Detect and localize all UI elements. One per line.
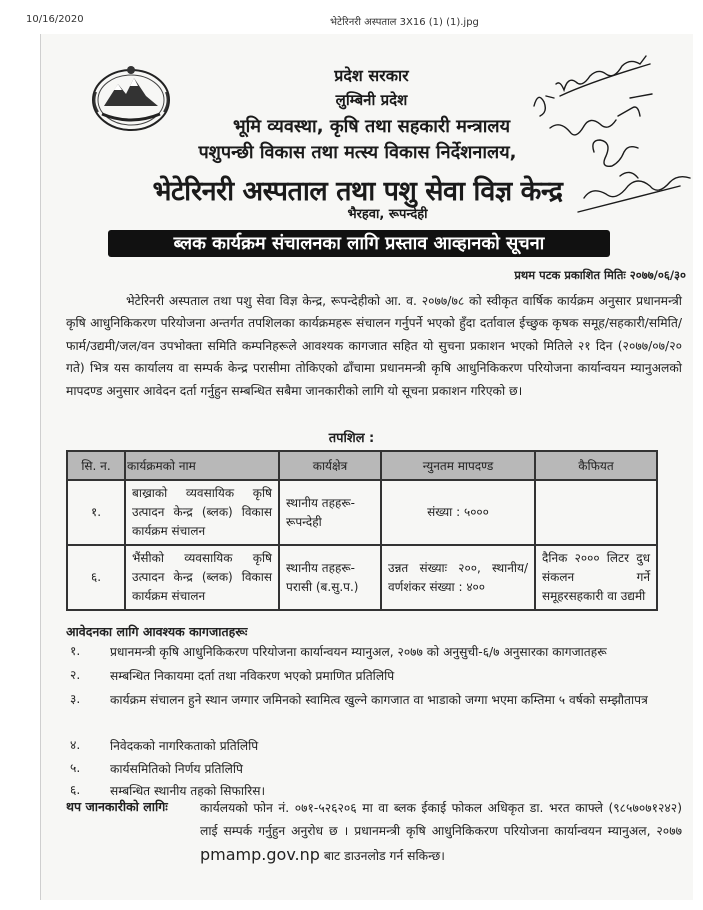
list-item-text: कार्यक्रम संचालन हुने स्थान जग्गार जमिनको स्वामित्व खुल्ने कागजात वा भाडाको जग्गा भएमा कम्तिमा ५ वर्षको सम्झौतापत्र xyxy=(110,693,648,707)
col-header-standard: न्युनतम मापदण्ड xyxy=(381,451,535,480)
published-date: प्रथम पटक प्रकाशित मितिः २०७७/०६/३० xyxy=(514,268,686,282)
header-office-title: भेटेरिनरी अस्पताल तथा पशु सेवा विज्ञ केन्द्र xyxy=(152,176,563,207)
scan-header-bar xyxy=(0,0,703,30)
cell-sn: १. xyxy=(67,480,125,545)
list-item-number: १. xyxy=(70,644,81,658)
col-header-remarks: कैफियत xyxy=(535,451,657,480)
cell-standard: संख्या : ५००० xyxy=(381,480,535,545)
cell-remarks: दैनिक २००० लिटर दुध संकलन गर्ने समूहरसहकारी वा उद्यमी xyxy=(535,545,657,610)
list-item-text: सम्बन्धित निकायमा दर्ता तथा नविकरण भएको प्रमाणित प्रतिलिपि xyxy=(110,669,395,683)
handwritten-signature xyxy=(520,36,700,236)
col-header-program: कार्यक्रमको नाम xyxy=(125,451,279,480)
header-directorate: पशुपन्छी विकास तथा मत्स्य विकास निर्देशनालय, xyxy=(198,142,517,163)
cell-area: स्थानीय तहहरू- रूपन्देही xyxy=(279,480,381,545)
cell-area: स्थानीय तहहरू- परासी (ब.सु.प.) xyxy=(279,545,381,610)
list-item-text: सम्बन्धित स्थानीय तहको सिफारिस। xyxy=(110,784,266,798)
list-item-text: कार्यसमितिको निर्णय प्रतिलिपि xyxy=(110,762,243,776)
table-row xyxy=(67,480,657,545)
cell-sn: ६. xyxy=(67,545,125,610)
cell-program: बाख्राको व्यवसायिक कृषि उत्पादन केन्द्र (ब्लक) विकास कार्यक्रम संचालन xyxy=(125,480,279,545)
more-info-text xyxy=(200,797,682,868)
table-header-row xyxy=(67,451,657,480)
list-item-number: ३. xyxy=(70,692,81,706)
header-ministry: भूमि व्यवस्था, कृषि तथा सहकारी मन्त्रालय xyxy=(232,116,511,137)
more-info-tail: बाट डाउनलोड गर्न सकिन्छ। xyxy=(319,849,445,863)
website-link[interactable]: pmamp.gov.np xyxy=(200,845,320,864)
table-row xyxy=(67,545,657,610)
list-item-number: ६. xyxy=(70,783,81,797)
header-province-name: लुम्बिनी प्रदेश xyxy=(335,91,408,109)
cell-remarks xyxy=(535,480,657,545)
schedule-table xyxy=(66,450,658,611)
header-location: भैरहवा, रूपन्देही xyxy=(347,207,428,222)
header-province-govt: प्रदेश सरकार xyxy=(334,66,409,85)
more-info-body: कार्यलयको फोन नं. ०७१-५२६२०६ मा वा ब्लक ईकाई फोकल अधिकृत डा. भरत काफ्ले (९८५७०७१२४२) लाई सम्पर्क गर्नुहुन अनुरोध छ । प्रधानमन्त्री कृषि आधुनिकिकरण परियोजना कार्यान्वयन म्यानुअल, २०७७ xyxy=(200,801,682,838)
list-item-number: ५. xyxy=(70,761,81,775)
col-header-area: कार्यक्षेत्र xyxy=(279,451,381,480)
list-item-text: प्रधानमन्त्री कृषि आधुनिकिकरण परियोजना कार्यान्वयन म्यानुअल, २०७७ को अनुसुची-६/७ अनुसारका कागजातहरू xyxy=(110,645,607,659)
list-item-number: २. xyxy=(70,668,81,682)
notice-title-banner: ब्लक कार्यक्रम संचालनका लागि प्रस्ताव आव्हानको सूचना xyxy=(108,230,610,257)
documents-title: आवेदनका लागि आवश्यक कागजातहरूः xyxy=(66,624,248,639)
list-item-text: निवेदकको नागरिकताको प्रतिलिपि xyxy=(110,739,259,753)
scan-date: 10/16/2020 xyxy=(26,14,84,25)
cell-program: भैंसीको व्यवसायिक कृषि उत्पादन केन्द्र (ब्लक) विकास कार्यक्रम संचालन xyxy=(125,545,279,610)
schedule-title: तपशिल : xyxy=(328,431,375,446)
more-info-label: थप जानकारीको लागिः xyxy=(66,799,168,814)
col-header-sn: सि. न. xyxy=(67,451,125,480)
scan-filename: भेटेरिनरी अस्पताल 3X16 (1) (1).jpg xyxy=(330,17,479,28)
cell-standard: उन्नत संख्याः २००, स्थानीय/वर्णशंकर संख्या : ४०० xyxy=(381,545,535,610)
list-item-number: ४. xyxy=(70,738,81,752)
intro-paragraph: भेटेरिनरी अस्पताल तथा पशु सेवा विज्ञ केन्द्र, रूपन्देहीको आ. व. २०७७/७८ को स्वीकृत वार्षिक कार्यक्रम अनुसार प्रधानमन्त्री कृषि आधुनिकिकरण परियोजना अन्तर्गत तपशिलका कार्यक्रमहरू संचालन गर्नुपर्ने भएको हुँदा दर्तावाल ईच्छुक कृषक समूह/सहकारी/समिति/फार्म/उद्यमी/जल/वन उपभोक्ता समिति कम्पनिहरूले आवश्यक कागजात सहित यो सुचना प्रकाशन भएको मितिले २१ दिन (२०७७/०७/२० गते) भित्र यस कार्यालय वा सम्पर्क केन्द्र परासीमा तोकिएको ढाँचामा प्रधानमन्त्री कृषि आधुनिकिकरण परियोजना कार्यान्वयन म्यानुअलको मापदण्ड अनुसार आवेदन दर्ता गर्नुहुन सम्बन्धित सबैमा जानकारीको लागि यो सूचना प्रकाशन गरिएको छ। xyxy=(66,294,682,398)
